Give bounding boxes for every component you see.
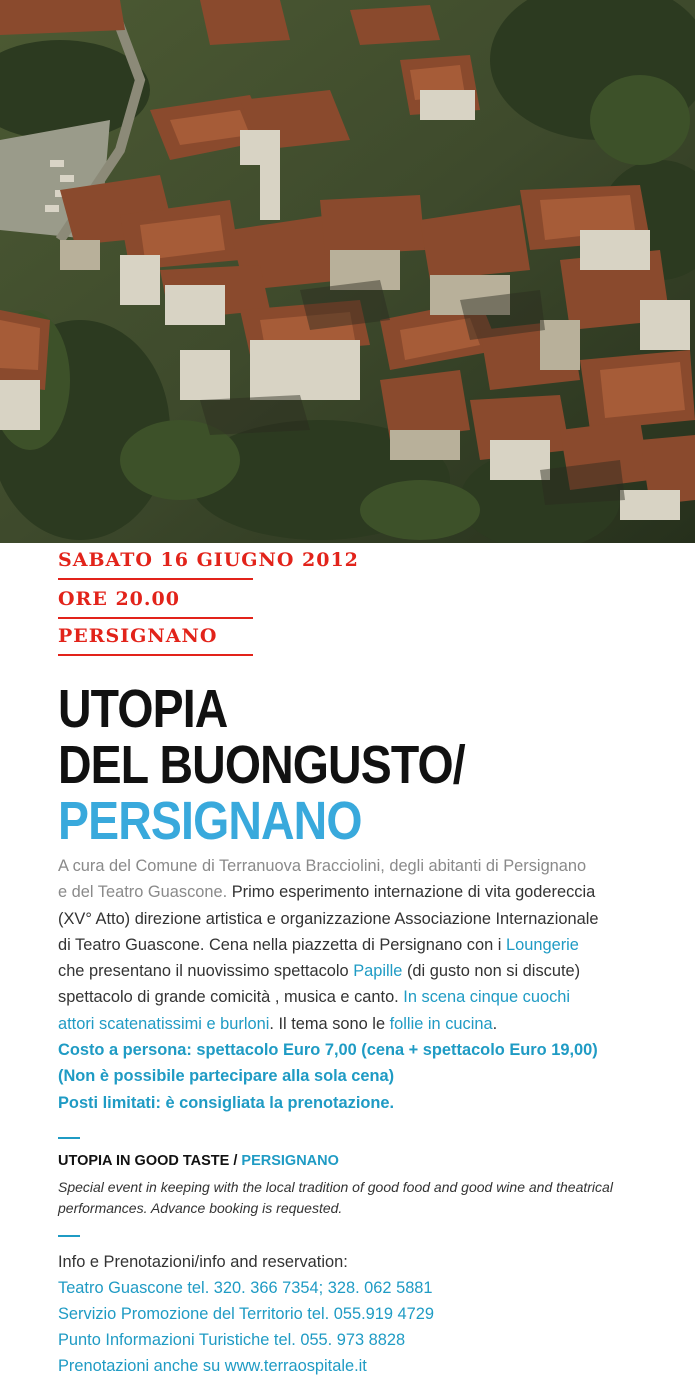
- title-line-1: UTOPIA: [58, 679, 228, 739]
- english-title-place: PERSIGNANO: [241, 1153, 339, 1169]
- price-info: Costo a persona: spettacolo Euro 7,00 (cena + spettacolo Euro 19,00): [58, 1041, 598, 1060]
- time-rule: [58, 617, 253, 619]
- description-text-2: Primo esperimento internazione di vita godereccia: [231, 883, 596, 902]
- english-title-main: UTOPIA IN GOOD TASTE /: [58, 1153, 242, 1169]
- description-text-6: spettacolo di grande comicità , musica e canto.: [58, 988, 404, 1007]
- follie-highlight: follie in cucina: [389, 1014, 493, 1033]
- cooks-highlight: In scena cinque cuochi: [403, 988, 571, 1007]
- contact-punto-informazioni[interactable]: Punto Informazioni Turistiche tel. 055. 973 8828: [58, 1331, 406, 1349]
- contact-website-link[interactable]: Prenotazioni anche su www.terraospitale.it: [58, 1357, 367, 1375]
- intro-text-1: A cura del Comune di Terranuova Bracciolini, degli abitanti di Persignano: [58, 857, 587, 875]
- english-description: Special event in keeping with the local tradition of good food and good wine and theatrical performances. Advance booking is requested.: [58, 1179, 613, 1216]
- date-rule: [58, 578, 253, 580]
- english-title: [58, 1153, 339, 1169]
- section-dash-1: [58, 1137, 80, 1139]
- description-text-5c: (di gusto non si discute): [402, 962, 581, 981]
- contacts-heading: Info e Prenotazioni/info and reservation:: [58, 1253, 348, 1271]
- event-description: [58, 853, 673, 1116]
- place-rule: [58, 654, 253, 656]
- description-text-4: di Teatro Guascone. Cena nella piazzetta di Persignano con i: [58, 935, 506, 954]
- actors-highlight: attori scatenatissimi e burloni: [58, 1014, 270, 1033]
- dinner-note: (Non è possibile partecipare alla sola cena): [58, 1067, 395, 1086]
- papille-highlight: Papille: [353, 962, 403, 981]
- contact-servizio-promozione[interactable]: Servizio Promozione del Territorio tel. 055.919 4729: [58, 1305, 434, 1323]
- title-line-2: DEL BUONGUSTO/: [58, 735, 465, 795]
- loungerie-highlight: Loungerie: [506, 935, 579, 954]
- description-text-5: che presentano il nuovissimo spettacolo: [58, 962, 354, 981]
- contact-teatro-guascone[interactable]: Teatro Guascone tel. 320. 366 7354; 328. 062 5881: [58, 1279, 433, 1297]
- contacts-block: [58, 1249, 434, 1379]
- aerial-village-photo: [0, 0, 695, 543]
- description-text-7: . Il tema sono le: [269, 1014, 390, 1033]
- title-line-3: PERSIGNANO: [58, 791, 362, 851]
- intro-text-2: e del Teatro Guascone.: [58, 883, 232, 902]
- event-date: SABATO 16 GIUGNO 2012: [58, 549, 359, 571]
- description-text-7d: .: [492, 1014, 498, 1033]
- description-text-3: (XV° Atto) direzione artistica e organizzazione Associazione Internazionale: [58, 909, 599, 928]
- event-time: ORE 20.00: [58, 588, 180, 610]
- section-dash-2: [58, 1235, 80, 1237]
- event-place: PERSIGNANO: [58, 625, 218, 647]
- booking-note: Posti limitati: è consigliata la prenotazione.: [58, 1093, 395, 1112]
